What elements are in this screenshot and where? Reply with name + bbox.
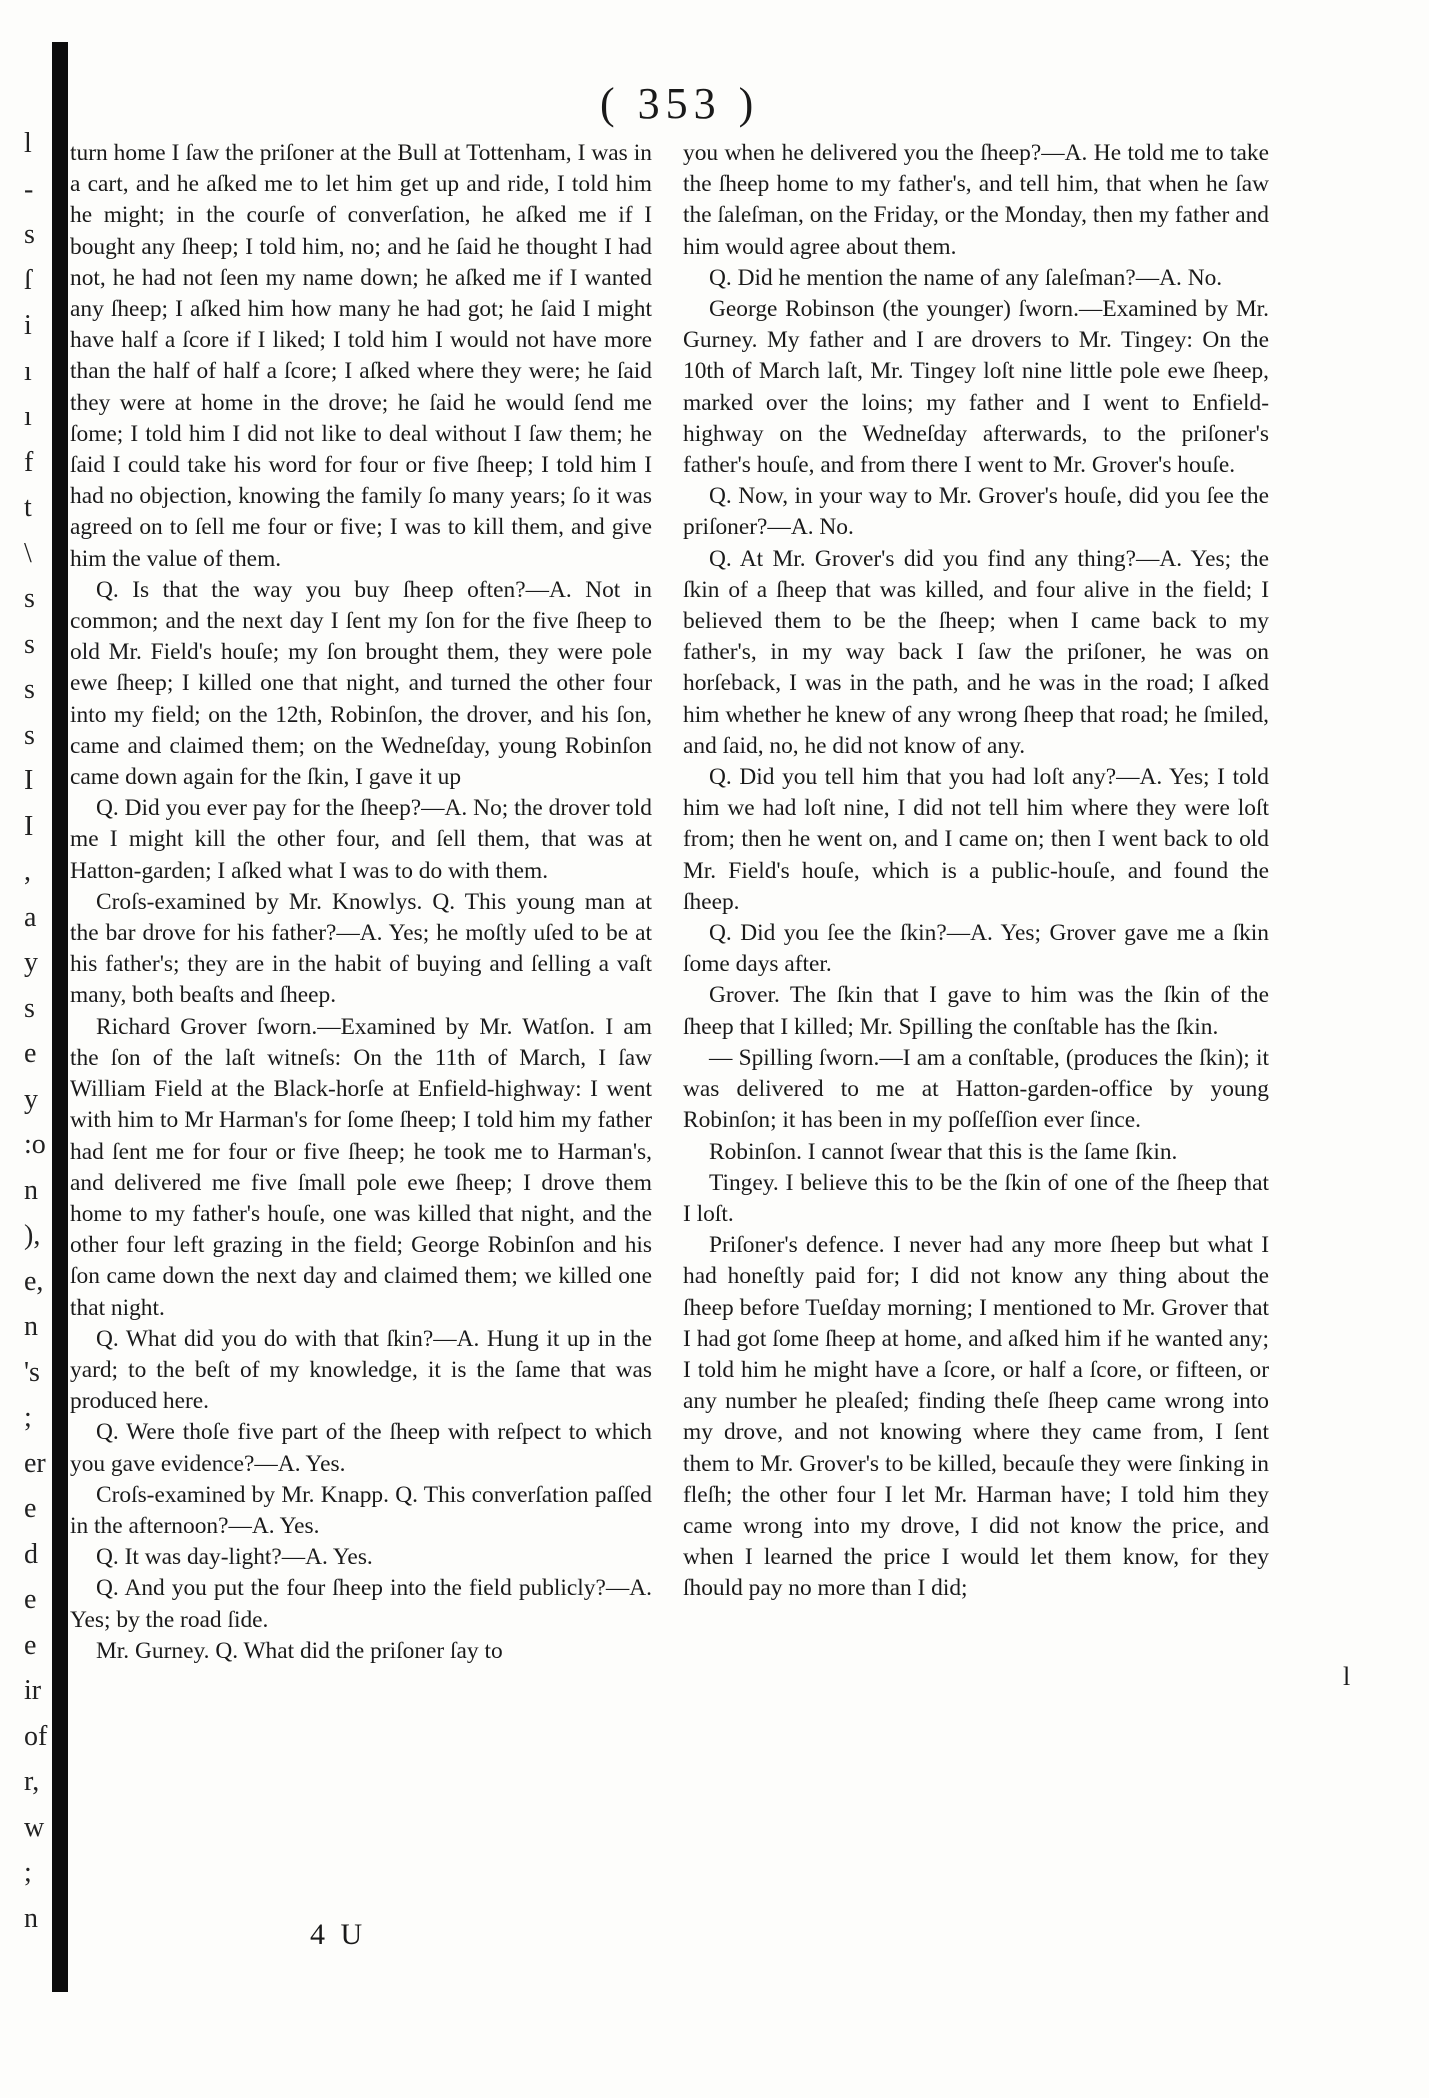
paragraph: Grover. The ſkin that I gave to him was the ſkin of the ſheep that I killed; Mr. Spilling the conſtable has the ſkin. — [683, 982, 1269, 1040]
paragraph: Robinſon. I cannot ſwear that this is the ſame ſkin. — [709, 1138, 1178, 1165]
margin-fragment: t — [24, 492, 32, 523]
margin-fragment: ), — [24, 1220, 41, 1251]
paragraph: Tingey. I believe this to be the ſkin of one of the ſheep that I loſt. — [683, 1169, 1269, 1227]
catchword: 4 U — [310, 1918, 367, 1951]
paragraph: Q. Now, in your way to Mr. Grover's houſe, did you ſee the priſoner?—A. No. — [683, 483, 1269, 541]
margin-fragment: e — [24, 1629, 37, 1661]
margin-fragment: s — [24, 219, 35, 250]
paragraph: Richard Grover ſworn.—Examined by Mr. Watſon. I am the ſon of the laſt witneſs: On the 11th of March, I ſaw William Field at the Black-horſe at Enfield-highway: I went with him to Mr Harman's for ſome ſheep; I told him my father had ſent me for four or five ſheep; he took me to Harman's, and delivered me five ſmall pole ewe ſheep; I drove them home to my father's houſe, one was killed that night, and the other four left grazing in the field; George Robinſon and his ſon came down the next day and claimed them; we killed one that night. — [70, 1013, 652, 1321]
paragraph: — Spilling ſworn.—I am a conſtable, (produces the ſkin); it was delivered to me at Hatton-garden-office by young Robinſon; it has been in my poſſeſſion ever ſince. — [683, 1044, 1269, 1134]
paragraph: Q. It was day-light?—A. Yes. — [96, 1544, 373, 1571]
paragraph: Croſs-examined by Mr. Knapp. Q. This converſation paſſed in the afternoon?—A. Yes. — [70, 1481, 652, 1539]
stray-mark: l — [1343, 1662, 1351, 1691]
margin-fragment: e — [24, 1584, 37, 1615]
right-column — [683, 138, 1269, 1605]
paragraph: Q. Did he mention the name of any ſaleſman?—A. No. — [709, 264, 1223, 291]
margin-fragment: , — [24, 856, 31, 887]
margin-fragment: ſ — [24, 264, 32, 296]
paragraph: Q. Is that the way you buy ſheep often?—A. Not in common; and the next day I ſent my ſon for the five ſheep to old Mr. Field's houſe; my ſon brought them, they were pole ewe ſheep; I killed one that night, and turned the other four into my field; on the 12th, Robinſon, the drover, and his ſon, came and claimed them; on the Wedneſday, young Robinſon came down again for the ſkin, I gave it up — [70, 576, 652, 791]
paragraph: you when he delivered you the ſheep?—A. He told me to take the ſheep home to my father's, and tell him, that when he ſaw the ſaleſman, on the Friday, or the Monday, then my father and him would agree about them. — [683, 140, 1269, 260]
left-margin-fragments — [16, 128, 46, 2018]
paragraph: Priſoner's defence. I never had any more ſheep but what I had honeſtly paid for; I did not know any thing about the ſheep before Tueſday morning; I mentioned to Mr. Grover that I had got ſome ſheep at home, and aſked him if he wanted any; I told him he might have a ſcore, or half a ſcore, or fifteen, or any number he pleaſed; finding theſe ſheep came wrong into my drove, and not knowing where they came from, I ſent them to Mr. Grover's to be killed, becauſe they were ſinking in fleſh; the other four I let Mr. Harman have; I told him they came wrong into my drove, I did not know the price, and when I learned the price I would let them know, for they ſhould pay no more than I did; — [683, 1232, 1269, 1602]
margin-fragment: - — [24, 173, 34, 205]
margin-fragment: I — [24, 810, 34, 842]
margin-fragment: 's — [24, 1356, 40, 1388]
margin-fragment: ; — [24, 1857, 32, 1888]
margin-fragment: a — [24, 901, 37, 933]
margin-fragment: e — [24, 1493, 37, 1524]
margin-fragment: e, — [24, 1265, 44, 1297]
margin-fragment: ir — [24, 1675, 42, 1706]
paragraph: Croſs-examined by Mr. Knowlys. Q. This young man at the bar drove for his father?—A. Yes; he moſtly uſed to be at his father's; they are in the habit of buying and ſelling a vaſt many, both beaſts and ſheep. — [70, 888, 652, 1009]
margin-fragment: ı — [24, 355, 32, 387]
paragraph: Q. Did you ever pay for the ſheep?—A. No; the drover told me I might kill the other four, and ſell them, that was at Hatton-garden; I aſked what I was to do with them. — [70, 795, 652, 884]
paragraph: Q. What did you do with that ſkin?—A. Hung it up in the yard; to the beſt of my knowledge, it is the ſame that was produced here. — [70, 1325, 652, 1415]
margin-fragment: f — [24, 446, 34, 478]
margin-fragment: n — [24, 1902, 38, 1934]
margin-fragment: y — [24, 1083, 38, 1115]
margin-fragment: r, — [24, 1766, 40, 1797]
paragraph: George Robinson (the younger) ſworn.—Examined by Mr. Gurney. My father and I are drovers to Mr. Tingey: On the 10th of March laſt, Mr. Tingey loſt nine little pole ewe ſheep, marked over the loins; my father and I went to Enfield-highway on the Wedneſday afterwards, to the priſoner's father's houſe, and from there I went to Mr. Grover's houſe. — [683, 296, 1269, 479]
paragraph: Q. Did you ſee the ſkin?—A. Yes; Grover gave me a ſkin ſome days after. — [683, 920, 1269, 978]
margin-fragment: s — [24, 628, 35, 660]
margin-fragment: I — [24, 765, 34, 796]
margin-fragment: s — [24, 719, 35, 751]
margin-fragment: \ — [24, 537, 32, 569]
margin-fragment: n — [24, 1174, 38, 1206]
page-number: ( 353 ) — [600, 79, 760, 128]
paragraph: Q. Were thoſe five part of the ſheep with reſpect to which you gave evidence?—A. Yes. — [70, 1419, 652, 1477]
margin-fragment: :o — [24, 1129, 46, 1160]
paragraph: Q. At Mr. Grover's did you find any thing?—A. Yes; the ſkin of a ſheep that was killed, and four alive in the field; I believed them to be the ſheep; when I came back to my father's, in my way back I ſaw the priſoner, he was on horſeback, I was in the path, and he was in the road; I aſked him whether he knew of any wrong ſheep that road; he ſmiled, and ſaid, no, he did not know of any. — [683, 545, 1269, 759]
margin-fragment: l — [24, 128, 32, 159]
margin-fragment: d — [24, 1538, 38, 1570]
margin-fragment: of — [24, 1720, 48, 1752]
margin-fragment: s — [24, 674, 35, 705]
left-column — [70, 138, 652, 1667]
margin-fragment: i — [24, 310, 32, 341]
margin-fragment: s — [24, 992, 35, 1024]
margin-fragment: n — [24, 1311, 38, 1342]
margin-fragment: er — [24, 1447, 46, 1479]
paragraph: Q. And you put the four ſheep into the field publicly?—A. Yes; by the road ſide. — [70, 1575, 652, 1633]
margin-fragment: w — [24, 1811, 45, 1843]
binding-edge-shadow — [52, 42, 68, 1992]
margin-fragment: ; — [24, 1402, 32, 1433]
margin-fragment: y — [24, 947, 38, 978]
margin-fragment: s — [24, 583, 35, 614]
paragraph: Mr. Gurney. Q. What did the priſoner ſay to — [96, 1637, 503, 1664]
margin-fragment: ı — [24, 401, 32, 432]
paragraph: turn home I ſaw the priſoner at the Bull at Tottenham, I was in a cart, and he aſked me to let him get up and ride, I told him he might; in the courſe of converſation, he aſked me if I bought any ſheep; I told him, no; and he ſaid he thought I had not, he had not ſeen my name down; he aſked me if I wanted any ſheep; I aſked him how many he had got; he ſaid I might have half a ſcore if I liked; I told him I would not have more than the half of half a ſcore; I aſked where they were; he ſaid they were at home in the drove; he ſaid he would ſend me ſome; I told him I did not like to deal without I ſaw them; he ſaid I could take his word for four or five ſheep; I told him I had no objection, knowing the family ſo many years; ſo it was agreed on to ſell me four or five; I was to kill them, and give him the value of them. — [70, 140, 652, 572]
paragraph: Q. Did you tell him that you had loſt any?—A. Yes; I told him we had loſt nine, I did not tell him where they were loſt from; then he went on, and I came on; then I went back to old Mr. Field's houſe, which is a public-houſe, and found the ſheep. — [683, 764, 1269, 915]
margin-fragment: e — [24, 1038, 37, 1069]
